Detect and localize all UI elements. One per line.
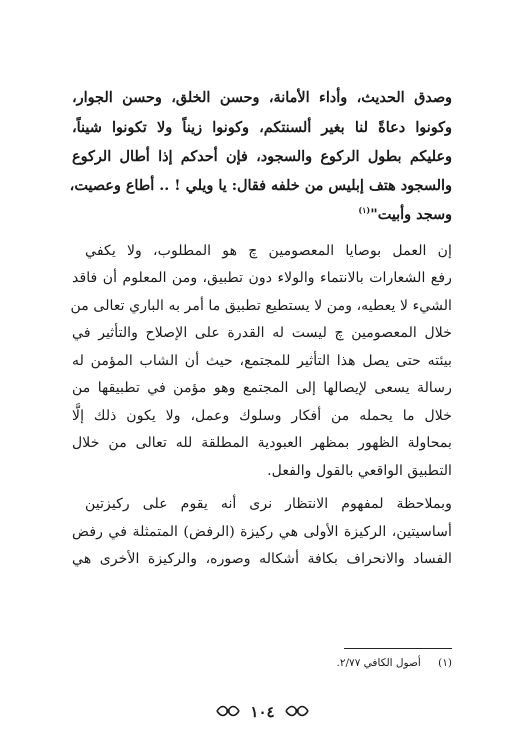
paragraph-line: بيئته حتى يصل هذا التأثير للمجتمع، حيث أن الشاب المؤمن له [72, 353, 452, 369]
paragraph-line: وبملاحظة لمفهوم الانتظار نرى أنه يقوم على ركيزتين [85, 496, 452, 512]
paragraph-line: إن العمل بوصايا المعصومين ﭺ هو المطلوب، ولا يكفي [85, 243, 452, 259]
footnote-divider [344, 648, 452, 649]
quote-line: وعليكم بطول الركوع والسجود، فإن أحدكم إذا أطال الركوع [72, 148, 452, 165]
ornament-left-icon [215, 703, 241, 723]
paragraph-line: التطبيق الواقعي بالقول والفعل. [267, 463, 452, 479]
quote-line: وصدق الحديث، وأداء الأمانة، وحسن الخلق، وحسن الجوار، [72, 89, 452, 106]
quote-line: والسجود هتف إبليس من خلفه فقال: يا ويلي ! .. أطاع وعصيت، [69, 177, 452, 194]
footnote-number: (١) [438, 657, 452, 669]
page-number: ١٠٤ [250, 703, 275, 721]
footnote [337, 655, 452, 671]
paragraph-line: رسالة يسعى لإيصالها إلى المجتمع وهو مؤمن في تطبيقها من [72, 380, 452, 396]
paragraph-line: خلال ما يحمله من أفكار وسلوك وعمل، ولا يكون ذلك إلَّا [72, 408, 452, 424]
paragraph-line: الفساد والانحراف بكافة أشكاله وصوره، والركيزة الأخرى هي [72, 551, 452, 567]
page-footer [0, 702, 525, 723]
paragraph-line: أساسيتين، الركيزة الأولى هي ركيزة (الرفض) المتمثلة في رفض [72, 524, 452, 540]
paragraph-line: خلال المعصومين ﭺ ليست له القدرة على الإصلاح والتأثير في [72, 325, 452, 341]
quote-line: وكونوا دعاةً لنا بغير ألسنتكم، وكونوا زيناً ولا تكونوا شيناً، [72, 119, 452, 136]
quote-last-line [72, 205, 452, 225]
paragraph-line: رفع الشعارات بالانتماء والولاء دون تطبيق، ومن المعلوم أن فاقد [72, 270, 452, 286]
paragraph-line: بمحاولة الظهور بمظهر العبودية المطلقة لله تعالى من خلال [72, 435, 452, 451]
paragraph-line: الشيء لا يعطيه، ومن لا يستطيع تطبيق ما أمر به الباري تعالى من [70, 298, 452, 314]
footnote-text: أصول الكافي ٢/٧٧. [336, 657, 421, 669]
footnote-marker: (١) [358, 205, 371, 216]
quote-line: وسجد وأبيت" [370, 206, 452, 223]
ornament-right-icon [284, 703, 310, 723]
